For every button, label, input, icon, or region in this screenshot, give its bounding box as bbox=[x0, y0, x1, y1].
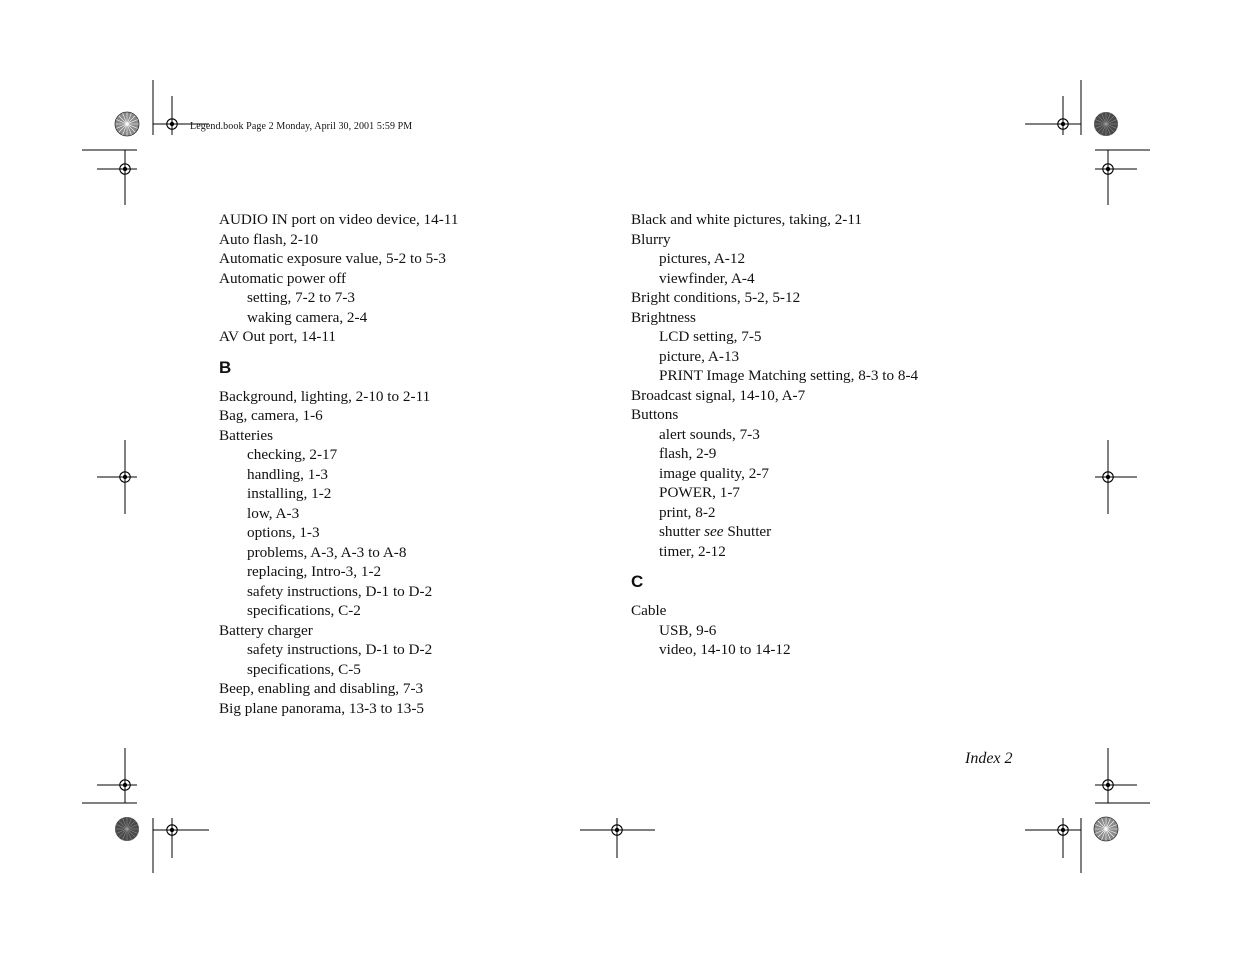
index-subentry: low, A-3 bbox=[247, 504, 300, 522]
index-subentry: replacing, Intro-3, 1-2 bbox=[247, 563, 382, 580]
registration-target-icon bbox=[1098, 159, 1118, 179]
page-number: Index 2 bbox=[965, 750, 1013, 767]
registration-target-icon bbox=[1053, 820, 1073, 840]
index-subentry: print, 8-2 bbox=[659, 503, 716, 521]
index-entry: Buttons bbox=[631, 406, 679, 423]
index-subentry: viewfinder, A-4 bbox=[659, 269, 755, 287]
index-subentry: PRINT Image Matching setting, 8-3 to 8-4 bbox=[659, 367, 919, 384]
index-entry: AUDIO IN port on video device, 14-11 bbox=[219, 211, 459, 228]
index-subentry: installing, 1-2 bbox=[247, 485, 332, 502]
index-entry: Broadcast signal, 14-10, A-7 bbox=[631, 386, 806, 404]
index-subentry: handling, 1-3 bbox=[247, 465, 328, 483]
registration-target-icon bbox=[607, 820, 627, 840]
registration-target-icon bbox=[115, 159, 135, 179]
index-subentry: waking camera, 2-4 bbox=[247, 308, 368, 326]
index-entry: Bag, camera, 1-6 bbox=[219, 407, 323, 424]
index-subentry: alert sounds, 7-3 bbox=[659, 425, 760, 443]
index-entry: Blurry bbox=[631, 230, 671, 248]
index-subentry: setting, 7-2 to 7-3 bbox=[247, 289, 355, 306]
registration-target-icon bbox=[115, 467, 135, 487]
index-subentry: picture, A-13 bbox=[659, 347, 740, 365]
index-entry: Background, lighting, 2-10 to 2-11 bbox=[219, 387, 431, 405]
index-subentry: image quality, 2-7 bbox=[659, 464, 769, 482]
index-entry: Cable bbox=[631, 602, 667, 619]
starburst-mark-icon bbox=[115, 817, 139, 841]
index-entry: Battery charger bbox=[219, 621, 313, 639]
index-column-right bbox=[631, 210, 918, 660]
registration-target-icon bbox=[1098, 775, 1118, 795]
starburst-mark-icon bbox=[1094, 112, 1118, 136]
registration-target-icon bbox=[162, 820, 182, 840]
index-entry: Automatic power off bbox=[219, 269, 347, 287]
index-entry: Auto flash, 2-10 bbox=[219, 230, 319, 248]
index-subentry: specifications, C-2 bbox=[247, 602, 361, 619]
index-subentry: USB, 9-6 bbox=[659, 621, 717, 639]
index-column-left bbox=[219, 210, 458, 718]
index-subentry: checking, 2-17 bbox=[247, 446, 338, 463]
index-subentry: timer, 2-12 bbox=[659, 542, 726, 560]
starburst-mark-icon bbox=[1094, 817, 1118, 841]
registration-target-icon bbox=[162, 114, 182, 134]
index-subentry: flash, 2-9 bbox=[659, 445, 717, 462]
book-slug-header: Legend.book Page 2 Monday, April 30, 2001 5:59 PM bbox=[190, 121, 413, 132]
index-entry: Black and white pictures, taking, 2-11 bbox=[631, 211, 862, 228]
index-subentry: POWER, 1-7 bbox=[659, 484, 740, 501]
section-letter: C bbox=[631, 572, 644, 591]
registration-target-icon bbox=[1053, 114, 1073, 134]
registration-target-icon bbox=[1098, 467, 1118, 487]
index-subentry: options, 1-3 bbox=[247, 524, 320, 541]
registration-target-icon bbox=[115, 775, 135, 795]
index-entry: Automatic exposure value, 5-2 to 5-3 bbox=[219, 250, 446, 267]
index-entry: AV Out port, 14-11 bbox=[219, 328, 337, 345]
index-subentry: shutter see Shutter bbox=[659, 523, 772, 540]
starburst-mark-icon bbox=[115, 112, 139, 136]
index-subentry: video, 14-10 to 14-12 bbox=[659, 641, 791, 658]
index-subentry: specifications, C-5 bbox=[247, 660, 361, 678]
section-letter: B bbox=[219, 357, 232, 377]
index-subentry: problems, A-3, A-3 to A-8 bbox=[247, 543, 407, 561]
index-entry: Batteries bbox=[219, 426, 273, 444]
index-subentry: pictures, A-12 bbox=[659, 250, 746, 267]
index-subentry: safety instructions, D-1 to D-2 bbox=[247, 582, 433, 600]
index-entry: Big plane panorama, 13-3 to 13-5 bbox=[219, 699, 424, 717]
index-entry: Bright conditions, 5-2, 5-12 bbox=[631, 289, 801, 306]
index-entry: Brightness bbox=[631, 308, 696, 326]
index-entry: Beep, enabling and disabling, 7-3 bbox=[219, 680, 424, 697]
index-subentry: LCD setting, 7-5 bbox=[659, 328, 762, 345]
index-subentry: safety instructions, D-1 to D-2 bbox=[247, 641, 433, 658]
